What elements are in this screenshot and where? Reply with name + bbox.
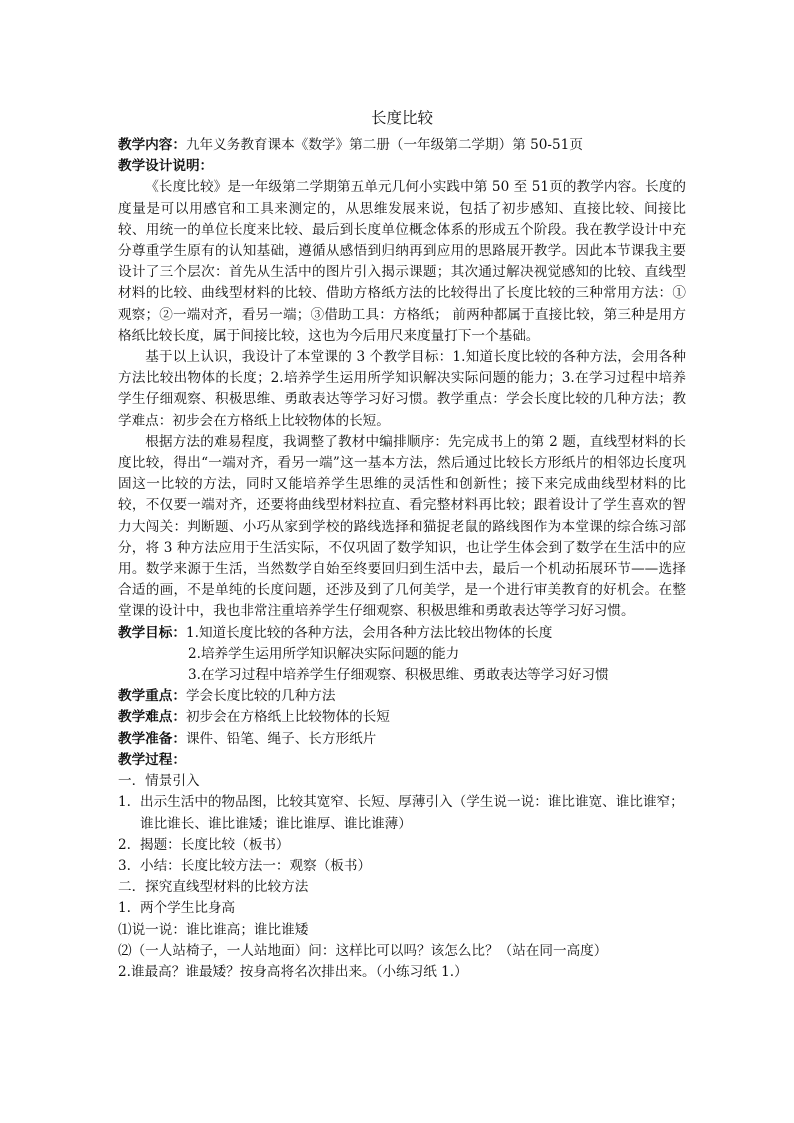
preparation-label: 教学准备： <box>118 730 186 747</box>
key-point-label: 教学重点： <box>118 688 186 705</box>
list-number: 1. <box>118 794 131 811</box>
document-page <box>118 107 686 983</box>
list-item <box>118 835 686 856</box>
teaching-content <box>118 135 686 156</box>
page-title: 长度比较 <box>370 109 433 127</box>
list-text: 两个学生比身高 <box>140 900 236 917</box>
list-text: 揭题：长度比较（板书） <box>140 836 290 853</box>
list-number: 1. <box>118 900 131 917</box>
key-point <box>118 686 686 707</box>
sub-item: ⑴说一说：谁比谁高；谁比谁矮 <box>118 921 309 938</box>
process-heading: 教学过程： <box>118 751 186 768</box>
sub-item: 2.谁最高？谁最矮？按身高将名次排出来。（小练习纸 1.） <box>118 963 468 980</box>
list-number: 2. <box>118 836 131 853</box>
paragraph-3: 根据方法的难易程度，我调整了教材中编排顺序：先完成书上的第 2 题，直线型材料的长度比较，得出“一端对齐，看另一端”这一基本方法，然后通过比较长方形纸片的相邻边长度巩固这一比较的方法，同时又能培养学生思维的灵活性和创新性；接下来完成曲线型材料的比较，不仅要一端对齐，还要将曲线型材料拉直、看完整材料再比较；跟着设计了学生喜欢的智力大闯关：判断题、小巧从家到学校的路线选择和猫捉老鼠的路线图作为本堂课的综合练习部分，将 3 种方法应用于生活实际，不仅巩固了数学知识，也让学生体会到了数学在生活中的应用。数学来源于生活，当然数学自始至终要回归到生活中去，最后一个机动拓展环节——选择合适的画，不是单纯的长度问题，还涉及到了几何美学，是一个进行审美教育的好机会。在整堂课的设计中，我也非常注重培养学生仔细观察、积极思维和勇敢表达等学习好习惯。 <box>118 433 686 620</box>
teaching-objectives <box>118 623 686 687</box>
objective-item: 2.培养学生运用所学知识解决实际问题的能力 <box>187 645 460 662</box>
objective-item: 1.知道长度比较的各种方法，会用各种方法比较出物体的长度 <box>185 624 553 641</box>
list-text: 出示生活中的物品图，比较其宽窄、长短、厚薄引入（学生说一说：谁比谁宽、谁比谁窄；谁比谁长、谁比谁矮；谁比谁厚、谁比谁薄） <box>140 794 684 832</box>
sub-item: ⑵（一人站椅子，一人站地面）问：这样比可以吗？该怎么比？（站在同一高度） <box>118 942 608 959</box>
paragraph-1: 《长度比较》是一年级第二学期第五单元几何小实践中第 50 至 51页的教学内容。长度的度量是可以用感官和工具来测定的，从思维发展来说，包括了初步感知、直接比较、间接比较、用统一的单位长度来比较、最后到长度单位概念体系的形成五个阶段。我在教学设计中充分尊重学生原有的认知基础，遵循从感悟到归纳再到应用的思路展开教学。因此本节课我主要设计了三个层次：首先从生活中的图片引入揭示课题；其次通过解决视觉感知的比较、直线型材料的比较、曲线型材料的比较、借助方格纸方法的比较得出了长度比较的三种常用方法：①观察；②一端对齐，看另一端；③借助工具：方格纸； 前两种都属于直接比较，第三种是用方格纸比较长度，属于间接比较，这也为今后用尺来度量打下一个基础。 <box>118 179 686 344</box>
list-text: 小结：长度比较方法一：观察（板书） <box>140 857 372 874</box>
list-item <box>118 792 686 834</box>
preparation <box>118 729 686 750</box>
section-2-heading: 二．探究直线型材料的比较方法 <box>118 879 309 896</box>
list-item <box>118 898 686 919</box>
design-note-heading: 教学设计说明： <box>118 158 214 175</box>
teaching-content-text: 九年义务教育课本《数学》第二册（一年级第二学期）第 50-51页 <box>185 137 583 153</box>
difficulty-label: 教学难点： <box>118 709 186 726</box>
list-item <box>118 856 686 877</box>
preparation-text: 课件、铅笔、绳子、长方形纸片 <box>185 730 377 747</box>
section-1-heading: 一．情景引入 <box>118 773 200 790</box>
objectives-list <box>186 623 686 687</box>
list-number: 3. <box>118 857 131 874</box>
key-point-text: 学会长度比较的几种方法 <box>185 688 336 705</box>
paragraph-2: 基于以上认识，我设计了本堂课的 3 个教学目标：1.知道长度比较的各种方法，会用各种方法比较出物体的长度；2.培养学生运用所学知识解决实际问题的能力；3.在学习过程中培养学生仔细观察、积极思维、勇敢表达等学习好习惯。教学重点：学会长度比较的几种方法；教学难点：初步会在方格纸上比较物体的长短。 <box>118 349 686 429</box>
objective-item: 3.在学习过程中培养学生仔细观察、积极思维、勇敢表达等学习好习惯 <box>187 667 609 684</box>
teaching-content-label: 教学内容： <box>118 137 186 153</box>
difficulty-text: 初步会在方格纸上比较物体的长短 <box>185 709 390 726</box>
objectives-label: 教学目标： <box>118 624 186 641</box>
difficulty <box>118 707 686 728</box>
